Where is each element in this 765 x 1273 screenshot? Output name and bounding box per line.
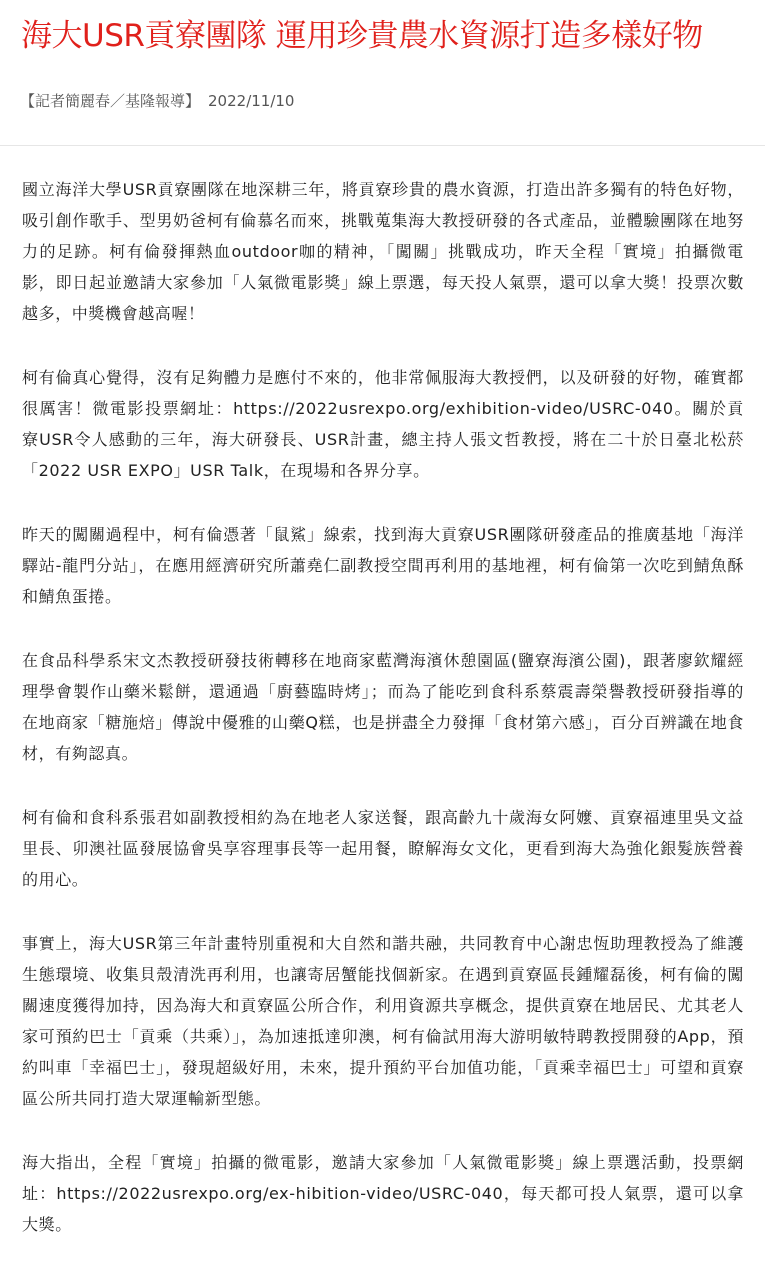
article-byline	[20, 90, 294, 112]
article-paragraph-1: 國立海洋大學USR貢寮團隊在地深耕三年，將貢寮珍貴的農水資源，打造出許多獨有的特色好物，吸引創作歌手、型男奶爸柯有倫慕名而來，挑戰蒐集海大教授研發的各式產品，並體驗團隊在地努力的足跡。柯有倫發揮熱血outdoor咖的精神，「闖關」挑戰成功，昨天全程「實境」拍攝微電影，即日起並邀請大家參加「人氣微電影獎」線上票選，每天投人氣票，還可以拿大獎！投票次數越多，中獎機會越高喔！	[22, 180, 744, 323]
article-paragraph-3: 昨天的闖關過程中，柯有倫憑著「鼠鯊」線索，找到海大貢寮USR團隊研發產品的推廣基地「海洋驛站-龍門分站」，在應用經濟研究所蕭堯仁副教授空間再利用的基地裡，柯有倫第一次吃到鯖魚酥和鯖魚蛋捲。	[22, 525, 744, 606]
article-body	[22, 174, 744, 1273]
article-paragraph-2: 柯有倫真心覺得，沒有足夠體力是應付不來的，他非常佩服海大教授們，以及研發的好物，確實都很厲害！微電影投票網址：https://2022usrexpo.org/exhibition-video/USRC-040。關於貢寮USR令人感動的三年，海大研發長、USR計畫，總主持人張文哲教授，將在二十於日臺北松菸「2022 USR EXPO」USR Talk，在現場和各界分享。	[22, 368, 744, 480]
article-paragraph-7: 海大指出，全程「實境」拍攝的微電影，邀請大家參加「人氣微電影獎」線上票選活動，投票網址：https://2022usrexpo.org/ex-hibition-video/USRC-040，每天都可投人氣票，還可以拿大獎。	[22, 1153, 744, 1234]
article-paragraph-6: 事實上，海大USR第三年計畫特別重視和大自然和諧共融，共同教育中心謝忠恆助理教授為了維護生態環境、收集貝殼清洗再利用，也讓寄居蟹能找個新家。在遇到貢寮區長鍾耀磊後，柯有倫的闖關速度獲得加持，因為海大和貢寮區公所合作，利用資源共享概念，提供貢寮在地居民、尤其老人家可預約巴士「貢乘（共乘）」，為加速抵達卯澳，柯有倫試用海大游明敏特聘教授開發的App，預約叫車「幸福巴士」，發現超級好用，未來，提升預約平台加值功能，「貢乘幸福巴士」可望和貢寮區公所共同打造大眾運輸新型態。	[22, 934, 744, 1108]
publish-date: 2022/11/10	[208, 92, 295, 110]
header-divider	[0, 145, 765, 146]
reporter-credit: 【記者簡麗春／基隆報導】	[20, 92, 201, 110]
article-paragraph-5: 柯有倫和食科系張君如副教授相約為在地老人家送餐，跟高齡九十歲海女阿嬤、貢寮福連里吳文益里長、卯澳社區發展協會吳享容理事長等一起用餐，瞭解海女文化，更看到海大為強化銀髮族營養的用心。	[22, 808, 744, 889]
article-paragraph-4: 在食品科學系宋文杰教授研發技術轉移在地商家藍灣海濱休憩園區(鹽寮海濱公園)，跟著廖欽耀經理學會製作山藥米鬆餅，還通過「廚藝臨時烤」；而為了能吃到食科系蔡震壽榮譽教授研發指導的在地商家「糖施焙」傳說中優雅的山藥Q糕，也是拼盡全力發揮「食材第六感」，百分百辨識在地食材，有夠認真。	[22, 651, 744, 763]
article-headline: 海大USR貢寮團隊 運用珍貴農水資源打造多樣好物	[21, 18, 703, 54]
